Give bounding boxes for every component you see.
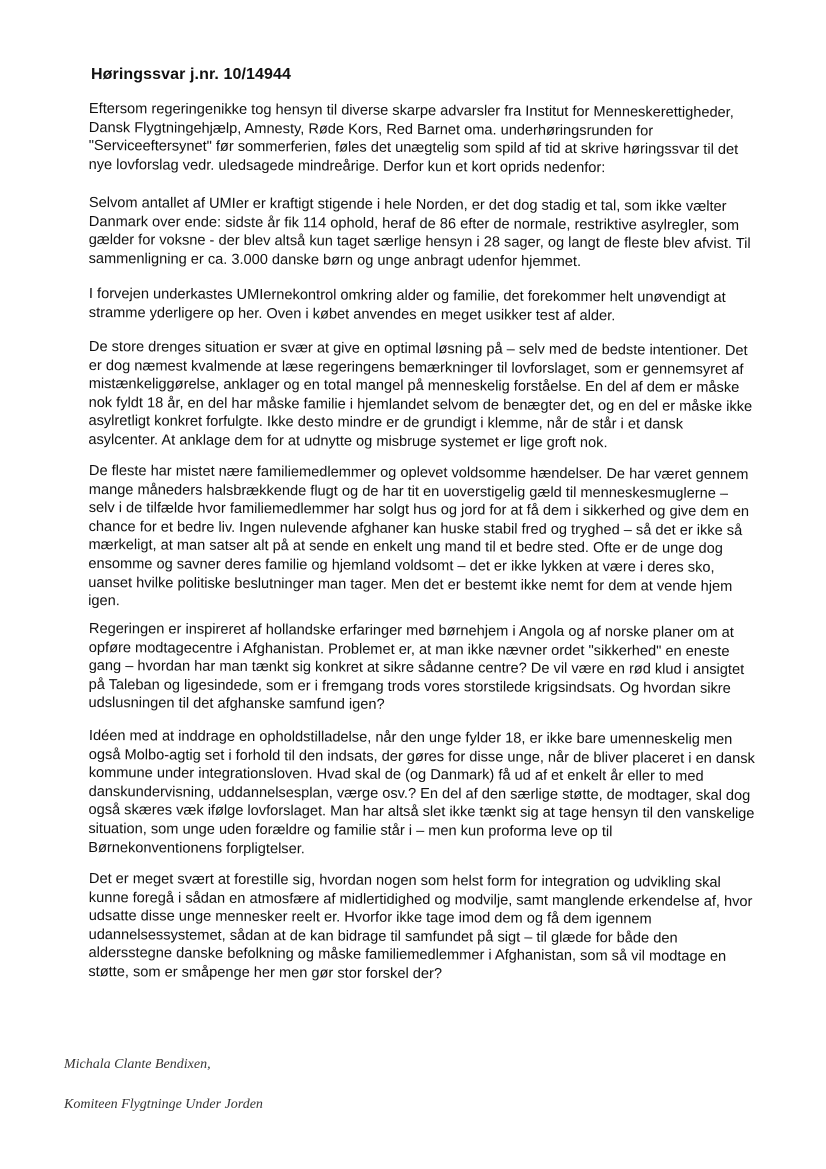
paragraph-intro: Eftersom regeringenikke tog hensyn til diverse skarpe advarsler fra Institut for Menneskerettigheder, Dansk Flygtningehjælp, Amnesty, Røde Kors, Red Barnet oma. underhøringsrunden for "Serviceeftersynet" før sommerferien, føles det unægtelig som spild af tid at skrive høringssvar til det nye lovforslag vedr. uledsagede mindreårige. Derfor kun et kort oprids nedenfor: xyxy=(88,100,739,176)
signature-organization: Komiteen Flygtninge Under Jorden xyxy=(64,1097,263,1112)
paragraph-statistics: Selvom antallet af UMIer er kraftigt stigende i hele Norden, er det dog stadig et tal, som ikke vælter Danmark over ende: sidste år fik 114 ophold, heraf de 86 efter de normale, restriktive asylregler, som gælder for voksne - der blev altså kun taget særlige hensyn i 28 sager, og langt de fleste blev afvist. Til sammenligning er ca. 3.000 danske børn og unge anbragt udenfor hjemmet. xyxy=(88,194,751,270)
paragraph-reception-centres: Regeringen er inspireret af hollandske erfaringer med børnehjem i Angola og af norske planer om at opføre modtagecentre i Afghanistan. Problemet er, at man ikke nævner ordet "sikkerhed" en eneste gang – hvordan har man tænkt sig konkret at sikre sådanne centre? De vil være en rød klud i ansigtet på Taleban og ligesindede, som er i fremgang trods vores storstilede krigsindsats. Og hvordan sikre udslusningen til det afghanske samfund igen? xyxy=(88,621,745,714)
paragraph-family-loss: De fleste har mistet nære familiemedlemmer og oplevet voldsomme hændelser. De har været gennem mange måneders halsbrækkende flugt og de har tit en uoverstigelig gæld til menneskesmuglerne – selv i de tilfælde hvor familiemedlemmer har solgt hus og jord for at få dem i sikkerhed og give dem en chance for et bedre liv. Ingen nulevende afghaner kan huske stabil fred og tryghed – så det er ikke så mærkeligt, at man satser alt på at sende en enkelt ung mand til et bedre sted. Ofte er de unge dog ensomme og savner deres familie og hjemland voldsomt – det er ikke lykken at være i deres sko, uanset hvilke politiske beslutninger man tager. Men det er bestemt ikke nemt for dem at vende hjem igen. xyxy=(88,462,750,610)
paragraph-age-control: I forvejen underkastes UMIernekontrol omkring alder og familie, det forekommer helt unøvendigt at stramme yderligere op her. Oven i købet anvendes en meget usikker test af alder. xyxy=(88,285,726,324)
paragraph-integration: Det er meget svært at forestille sig, hvordan nogen som helst form for integration og udvikling skal kunne foregå i sådan en atmosfære af midlertidighed og modvilje, samt manglende erkendelse af, hvor udsatte disse unge mennesker reelt er. Hvorfor ikke tage imod dem og få dem igennem udannelsessystemet, sådan at de kan bidrage til samfundet på sigt – til glæde for både den aldersstegne danske befolkning og måske familiemedlemmer i Afghanistan, som så vil modtage en støtte, som er småpenge her men gør stor forskel der? xyxy=(88,871,753,983)
paragraph-residence-permit: Idéen med at inddrage en opholdstilladelse, når den unge fylder 18, er ikke bare umenneskelig men også Molbo-agtig set i forhold til den indsats, der gøres for disse unge, når de bliver placeret i en dansk kommune under integrationsloven. Hvad skal de (og Danmark) få ud af et enkelt år eller to med danskundervisning, uddannelsesplan, værge osv.? En del af den særlige støtte, de modtager, skal dog også skæres væk ifølge lovforslaget. Man har altså slet ikke tænkt sig at tage hensyn til den vanskelige situation, som unge uden forældre og familie står i – men kun proforma leve op til Børnekonventionens forpligtelser. xyxy=(88,728,755,857)
document-title: Høringssvar j.nr. 10/14944 xyxy=(91,66,292,83)
signature-block xyxy=(64,1035,263,1135)
paragraph-older-boys: De store drenges situation er svær at give en optimal løsning på – selv med de bedste intentioner. Det er dog næmest kvalmende at læse regeringens bemærkninger til lovforslaget, som er gennemsyret af mistænkeliggørelse, anklager og en total mangel på menneskelig forståelse. En del af dem er måske nok fyldt 18 år, en del har måske familie i hjemlandet selvom de benægter det, og en del er måske ikke asylretligt konkret forfulgte. Ikke desto mindre er de grundigt i klemme, når de står i et dansk asylcenter. At anklage dem for at udnytte og misbruge systemet er lige groft nok. xyxy=(88,338,753,452)
signature-name: Michala Clante Bendixen, xyxy=(64,1057,211,1072)
